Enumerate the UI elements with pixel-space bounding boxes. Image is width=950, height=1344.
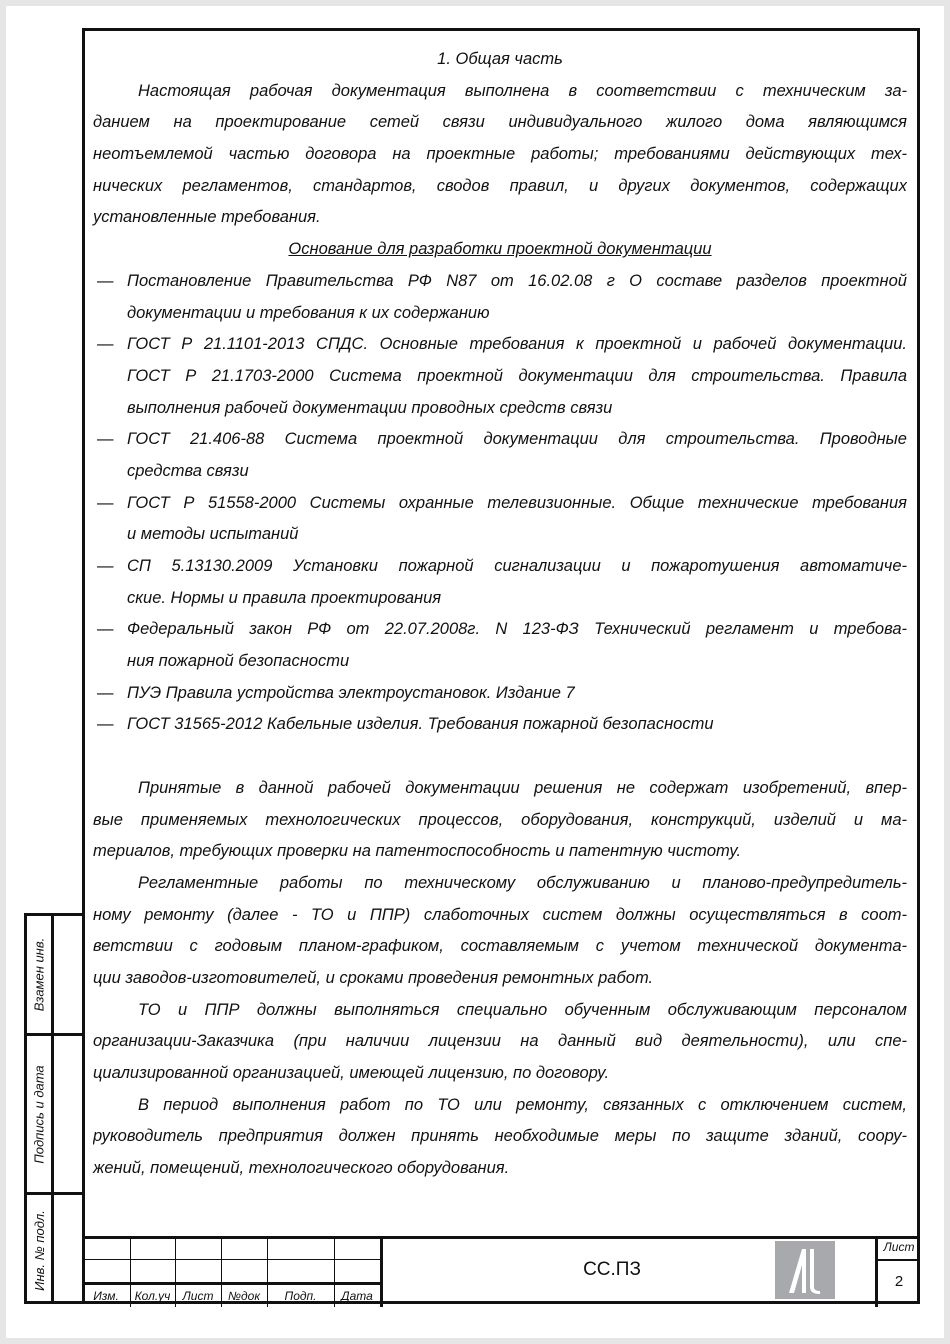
body-text-line: нических регламентов, стандартов, сводов правил, и других документов, содержащих (93, 176, 907, 195)
section-title: 1. Общая часть (437, 50, 563, 68)
body-text-line: Регламентные работы по техническому обслуживанию и планово-предупредитель- (138, 873, 907, 892)
body-text-line: ному ремонту (далее - ТО и ППР) слаботочных систем должны осуществляться в соот- (93, 905, 907, 924)
list-item-text: документации и требования к их содержанию (127, 303, 490, 322)
body-text-line: Принятые в данной рабочей документации решения не содержат изобретений, впер- (138, 778, 907, 797)
col-list: Лист (182, 1289, 214, 1303)
list-bullet: — (97, 557, 114, 576)
list-bullet: — (97, 715, 114, 734)
body-text-line: жений, помещений, технологического оборудования. (93, 1159, 510, 1178)
body-text-line: В период выполнения работ по ТО или ремонту, связанных с отключением систем, (138, 1095, 907, 1114)
body-text-line: ции заводов-изготовителей, и сроками проведения ремонтных работ. (93, 969, 654, 987)
body-text-line: териалов, требующих проверки на патентоспособность и патентную чистоту. (93, 842, 742, 861)
side-stamp-strip (24, 913, 82, 1304)
body-text-line: организации-Заказчика (при наличии лицензии на данный вид деятельности), или спе- (93, 1032, 907, 1051)
subsection-heading: Основание для разработки проектной документации (288, 240, 712, 259)
list-item-text: Федеральный закон РФ от 22.07.2008г. N 123-ФЗ Технический регламент и требова- (127, 620, 907, 639)
body-text-line: ветствии с годовым планом-графиком, составляемым с учетом технической документа- (93, 937, 907, 956)
col-podp: Подп. (284, 1289, 317, 1303)
col-izm: Изм. (93, 1289, 119, 1303)
original-inv-label: Инв. № подл. (31, 1209, 47, 1291)
body-text-line: неотъемлемой частью договора на проектные работы; требованиями действующих тех- (93, 145, 907, 164)
signature-date-label: Подпись и дата (31, 1064, 47, 1164)
list-item-text: ГОСТ Р 21.1703-2000 Система проектной документации для строительства. Правила (127, 366, 907, 385)
body-text-line: вые применяемых технологических процессов, оборудования, конструкций, изделий и ма- (93, 810, 907, 829)
col-kol-uch: Кол.уч (134, 1289, 171, 1303)
company-logo (775, 1241, 835, 1299)
col-data: Дата (341, 1289, 373, 1303)
list-item-text: ГОСТ 21.406-88 Система проектной документации для строительства. Проводные (127, 430, 907, 449)
sheet-label: Лист (883, 1240, 915, 1254)
replaced-inv-label: Взамен инв. (31, 937, 47, 1012)
body-text-line: ТО и ППР должны выполняться специально обученным обслуживающим персоналом (138, 1000, 907, 1019)
list-item-text: и методы испытаний (127, 525, 299, 544)
body-text-line: данием на проектирование сетей связи индивидуального жилого дома являющимся (93, 113, 907, 132)
list-item-text: СП 5.13130.2009 Установки пожарной сигнализации и пожаротушения автоматиче- (127, 557, 907, 576)
list-item-text: Постановление Правительства РФ N87 от 16.02.08 г О составе разделов проектной (127, 271, 907, 290)
document-designation: СС.ПЗ (583, 1259, 641, 1280)
list-item-text: выполнения рабочей документации проводных средств связи (127, 398, 613, 417)
list-item-text: ГОСТ Р 21.1101-2013 СПДС. Основные требования к проектной и рабочей документации. (127, 335, 907, 354)
list-item-text: ГОСТ Р 51558-2000 Системы охранные телевизионные. Общие технические требования (127, 493, 907, 512)
sheet-number: 2 (894, 1273, 904, 1290)
body-text-line: установленные требования. (93, 208, 321, 227)
list-item-text: средства связи (127, 461, 249, 480)
list-item-text: ские. Нормы и правила проектирования (127, 588, 442, 607)
list-item-text: ПУЭ Правила устройства электроустановок. Издание 7 (127, 683, 575, 702)
list-bullet: — (97, 620, 114, 639)
body-text-line: руководитель предприятия должен принять необходимые меры по защите зданий, соору- (93, 1127, 907, 1146)
list-item-text: ГОСТ 31565-2012 Кабельные изделия. Требования пожарной безопасности (127, 715, 714, 734)
list-bullet: — (97, 430, 114, 449)
body-text-line: Настоящая рабочая документация выполнена в соответствии с техническим за- (138, 81, 907, 100)
list-bullet: — (97, 493, 114, 512)
col-ndok: №док (228, 1289, 260, 1303)
body-text-line: циализированной организацией, имеющей лицензию, по договору. (93, 1064, 610, 1083)
list-bullet: — (97, 335, 114, 354)
list-item-text: ния пожарной безопасности (127, 652, 350, 671)
list-bullet: — (97, 683, 114, 702)
list-bullet: — (97, 271, 114, 290)
